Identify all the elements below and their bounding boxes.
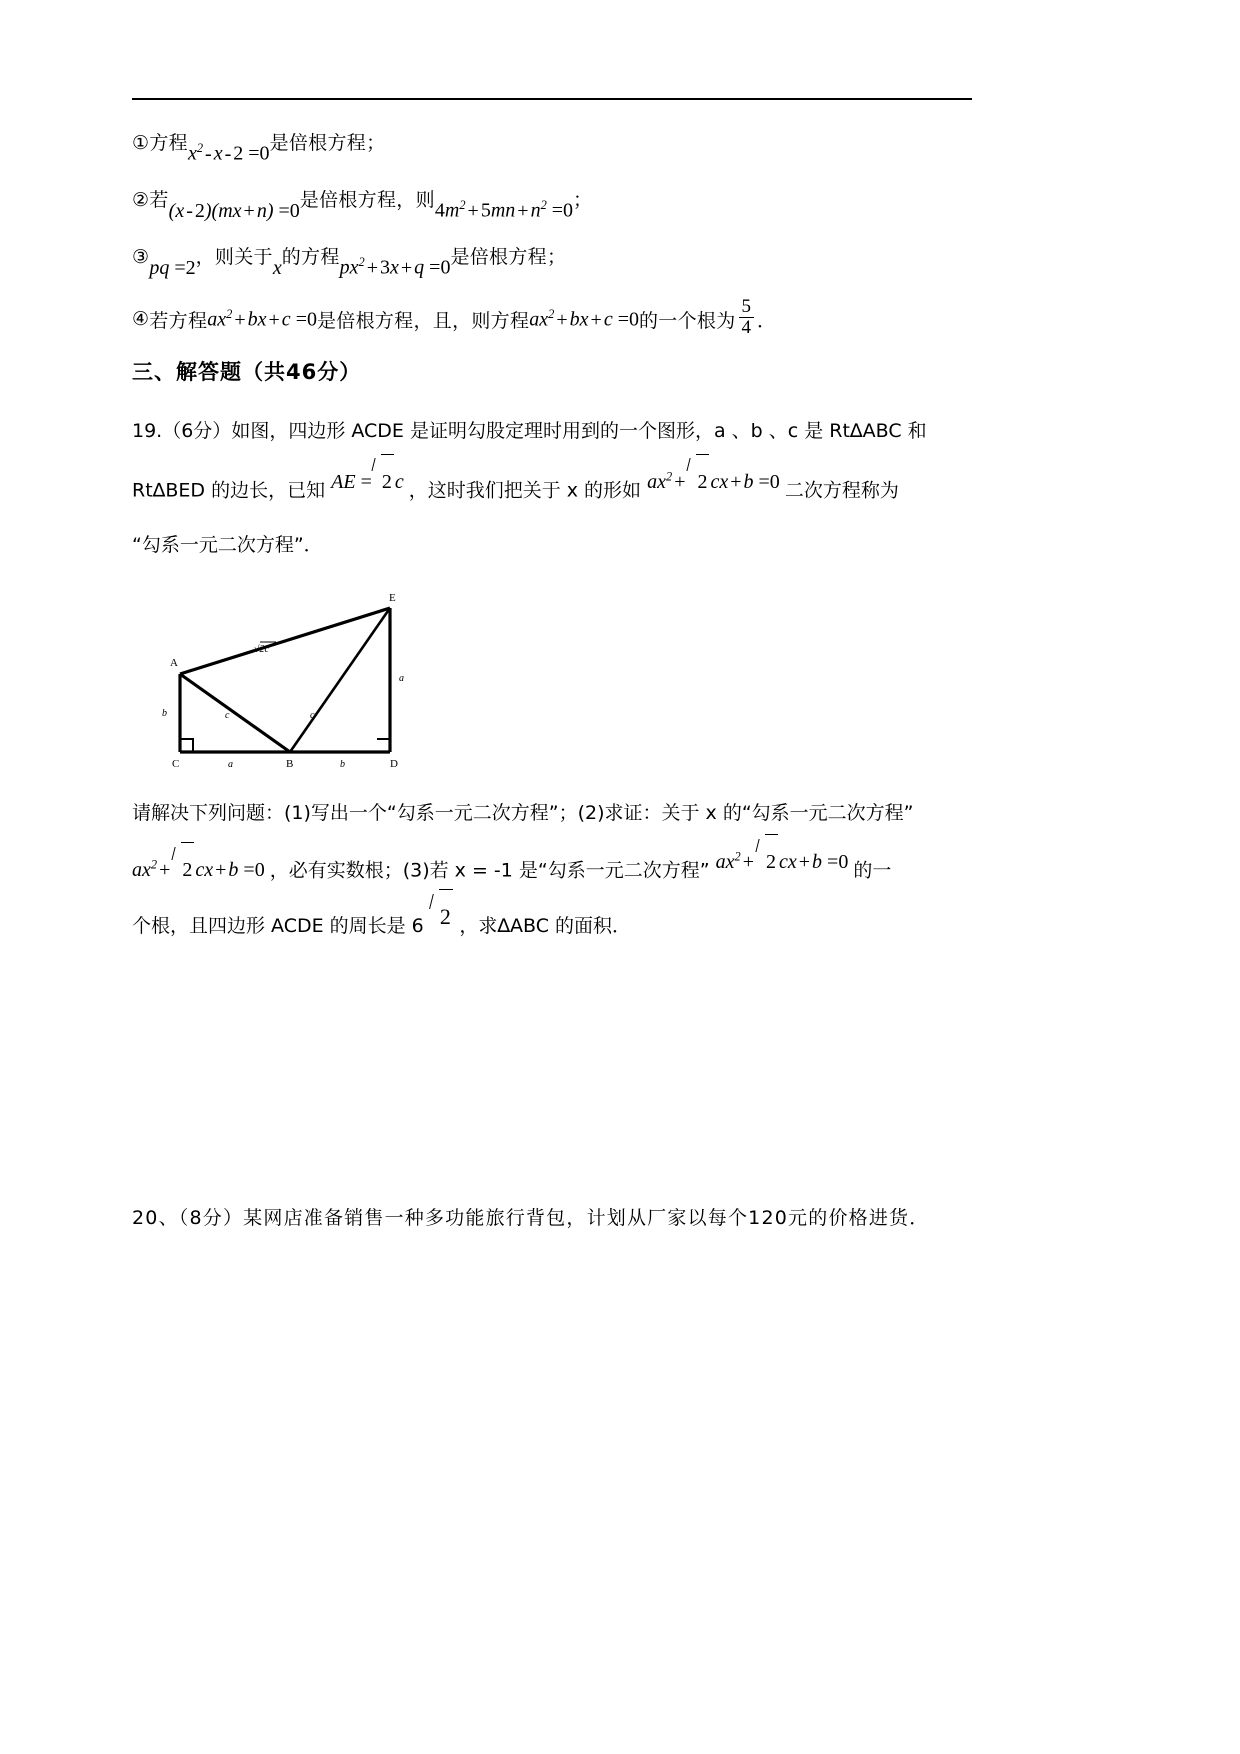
item-lead-text: 若	[149, 189, 169, 211]
equation-2b: $4m^2 + 5mn + n^2 =0$	[434, 198, 574, 222]
equation-AE: AE = 2 c	[331, 471, 409, 493]
problem-19-line-6	[132, 897, 992, 953]
page-content	[132, 128, 992, 1230]
figure-label-B: B	[286, 757, 294, 770]
problem-19-line-1	[132, 404, 992, 458]
item-lead-text: 方程	[149, 132, 188, 154]
list-item	[132, 185, 992, 222]
item-mid-text: ，则关于	[195, 246, 273, 268]
equation-gou-xi-3: $ax^2 + 2$ cx + b =0	[716, 851, 854, 873]
equation-gou-xi-2: $ax^2 + 2$ cx + b =0	[132, 859, 270, 881]
problem-19-text-2c: 二次方程称为	[784, 479, 899, 502]
figure-label-C: C	[172, 757, 180, 770]
problem-19-text-5a: ，必有实数根；(3)若 x = -1 是“勾系一元二次方程”	[269, 859, 710, 882]
item-mid-text: 是倍根方程，则	[299, 189, 435, 211]
problem-19-text-6b: ，求∆ABC 的面积．	[459, 915, 632, 938]
problem-19-text-1: 如图，四边形 ACDE 是证明勾股定理时用到的一个图形，a 、b 、c 是 Rt∆ABC 和	[231, 419, 927, 442]
problem-19-text-5b: 的一	[853, 859, 892, 882]
header-rule	[132, 98, 972, 100]
equation-1: $x^2 - x - 2 =0$	[187, 141, 270, 165]
item-tail-text: 是倍根方程；	[269, 132, 386, 154]
radical-sqrt2: 2	[430, 904, 460, 929]
figure-side-label-a-bottom: a	[228, 758, 233, 770]
fraction-denominator: 4	[739, 317, 755, 338]
list-item	[132, 128, 992, 165]
figure-side-label-a-right: a	[399, 672, 404, 684]
equation-gou-xi: $ax^2 + 2$ cx + b =0	[647, 471, 785, 493]
problem-19-points: （6分）	[162, 419, 232, 442]
fraction-numerator: 5	[741, 296, 752, 317]
problem-20-text: 某网店准备销售一种多功能旅行背包，计划从厂家以每个120元的价格进货．	[243, 1207, 930, 1230]
list-item	[132, 242, 992, 279]
geometry-figure	[150, 586, 470, 776]
item-tail-text: ；	[573, 189, 593, 211]
problem-19-line-2	[132, 458, 992, 518]
section-heading: 三、解答题（共46分）	[132, 359, 362, 384]
item-marker: ④	[132, 308, 150, 331]
problem-19	[132, 404, 992, 953]
list-item	[132, 296, 992, 340]
problem-20-points: （8分）	[178, 1207, 244, 1230]
item-mid-text-2: 的方程	[281, 246, 340, 268]
svg-text:√2c: √2c	[254, 643, 269, 655]
figure-label-D: D	[390, 757, 398, 770]
fraction-five-fourths	[739, 297, 755, 338]
figure-side-label-b-left: b	[162, 707, 167, 719]
item-marker: ③	[132, 246, 150, 268]
problem-20	[132, 1203, 992, 1230]
figure-side-label-b-bottom: b	[340, 758, 345, 770]
item-tail-text: ．	[757, 309, 777, 332]
problem-20-number: 20、	[132, 1207, 179, 1230]
answer-space	[132, 953, 992, 1203]
item-marker: ②	[132, 189, 150, 211]
problem-19-line-4: 请解决下列问题：(1)写出一个“勾系一元二次方程”；(2)求证：关于 x 的“勾系一元二次方程”	[132, 801, 914, 824]
item-mid-text-2: 的一个根为	[639, 309, 736, 332]
item-mid-text: 是倍根方程，且，则方程	[316, 309, 530, 332]
equation-4b: $ax^2$ + bx + c =0	[529, 307, 639, 331]
figure-label-A: A	[170, 656, 178, 669]
problem-19-line-3: “勾系一元二次方程”．	[132, 533, 323, 556]
item-lead-text: 若方程	[149, 309, 208, 332]
variable-x: x	[272, 257, 282, 279]
equation-3b: $px^2 + 3x + q =0$	[339, 255, 451, 279]
figure-label-E: E	[389, 591, 396, 604]
equation-4a: $ax^2$ + bx + c =0	[207, 307, 317, 331]
item-tail-text: 是倍根方程；	[450, 246, 567, 268]
problem-19-text-2b: ，这时我们把关于 x 的形如	[408, 479, 642, 502]
equation-3a: pq =2	[149, 257, 196, 279]
figure-side-label-c-left: c	[225, 709, 230, 721]
problem-19-number: 19.	[132, 419, 163, 442]
problem-19-text-6a: 个根，且四边形 ACDE 的周长是 6	[132, 915, 424, 938]
problem-19-line-5	[132, 838, 992, 898]
figure-side-label-c-right: c	[310, 709, 315, 721]
equation-2a: (x - 2)(mx + n) =0	[168, 200, 300, 222]
problem-19-text-2a: Rt∆BED 的边长，已知	[132, 479, 326, 502]
item-marker: ①	[132, 132, 150, 154]
